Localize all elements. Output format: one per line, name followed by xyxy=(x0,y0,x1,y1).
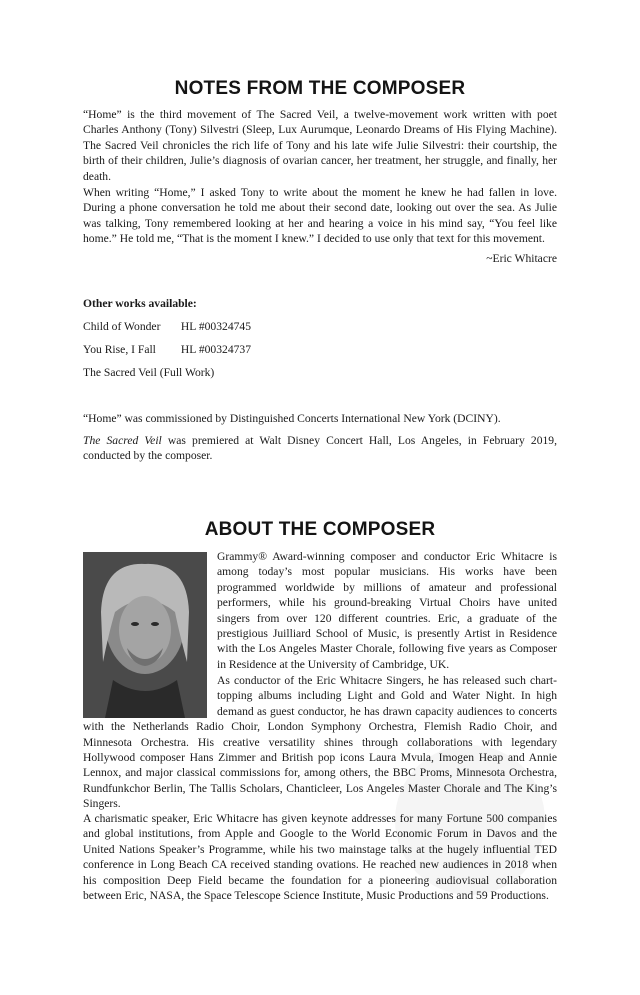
notes-paragraph-2: When writing “Home,” I asked Tony to write about the moment he knew he had fallen in love. During a phone conversation he told me about their second date, looking out over the sea. As Julie was talking, Tony remembered looking at her and hearing a voice in his mind say, “You feel like home.” He told me, “That is the moment I knew.” I decided to use only that text for this movement. xyxy=(83,186,557,246)
work-title: You Rise, I Fall xyxy=(83,343,156,356)
premiere-work-title: The Sacred Veil xyxy=(83,434,162,447)
composer-signature: ~Eric Whitacre xyxy=(486,252,557,265)
work-item xyxy=(83,320,251,333)
work-item xyxy=(83,366,214,379)
work-title: Child of Wonder xyxy=(83,320,161,333)
photo-wrap-space xyxy=(83,673,217,719)
notes-heading: NOTES FROM THE COMPOSER xyxy=(174,78,466,99)
notes-paragraph-1: “Home” is the third movement of The Sacred Veil, a twelve-movement work written with poet Charles Anthony (Tony) Silvestri (Sleep, Lux Aurumque, Leonardo Dreams of His Flying Machine). The Sacred Veil chronicles the rich life of Tony and his late wife Julie Silvestri: their courtship, the birth of their children, Julie’s diagnosis of ovarian cancer, her treatment, her struggle, and finally, her death. xyxy=(83,108,557,183)
about-heading: ABOUT THE COMPOSER xyxy=(204,519,436,540)
work-code: HL #00324745 xyxy=(180,320,252,333)
work-item xyxy=(83,343,251,356)
other-works-heading: Other works available: xyxy=(83,297,197,310)
work-title: The Sacred Veil (Full Work) xyxy=(83,366,215,379)
bio-paragraph-3: A charismatic speaker, Eric Whitacre has given keynote addresses for many Fortune 500 companies and global institutions, from Apple and Google to the World Economic Forum in Davos and the United Nations Speaker’s Programme, while his two mainstage talks at the hugely influential TED conference in Long Beach CA received standing ovations. He reached new audiences in 2018 when his composition Deep Field became the foundation for a pioneering audiovisual collaboration between Eric, NASA, the Space Telescope Science Institute, Music Productions and 59 Productions. xyxy=(83,812,557,903)
bio-paragraph-1: Grammy® Award-winning composer and conductor Eric Whitacre is among today’s most popular musicians. His works have been programmed worldwide by millions of amateur and professional performers, while his ground-breaking Virtual Choirs have united singers from over 120 different countries. Eric, a graduate of the prestigious Juilliard School of Music, is presently Artist in Residence with the Los Angeles Master Chorale, following five years as Composer in Residence at the University of Cambridge, UK. xyxy=(217,550,557,671)
commission-note: “Home” was commissioned by Distinguished Concerts International New York (DCINY). xyxy=(83,412,501,425)
bio-paragraph-2-text: As conductor of the Eric Whitacre Singers, he has released such chart-topping albums including Light and Gold and Water Night. In high demand as guest conductor, he has drawn capacity audiences to concerts with the Netherlands Radio Choir, London Symphony Orchestra, Flemish Radio Choir, and Minnesota Orchestra. His creative versatility shines through collaborations with legendary Hollywood composer Hans Zimmer and British pop icons Laura Mvula, Imogen Heap and Annie Lennox, and major classical commissions for, among others, the BBC Proms, Minnesota Orchestra, Rundfunkchor Berlin, The Tallis Scholars, Chanticleer, Los Angeles Master Chorale and The King’s Singers. xyxy=(83,674,557,811)
bio-paragraph-2 xyxy=(83,673,557,812)
premiere-details: was premiered at Walt Disney Concert Hall, Los Angeles, in February 2019, conducted by the composer. xyxy=(83,434,557,463)
work-code: HL #00324737 xyxy=(180,343,252,356)
premiere-note xyxy=(83,433,557,464)
